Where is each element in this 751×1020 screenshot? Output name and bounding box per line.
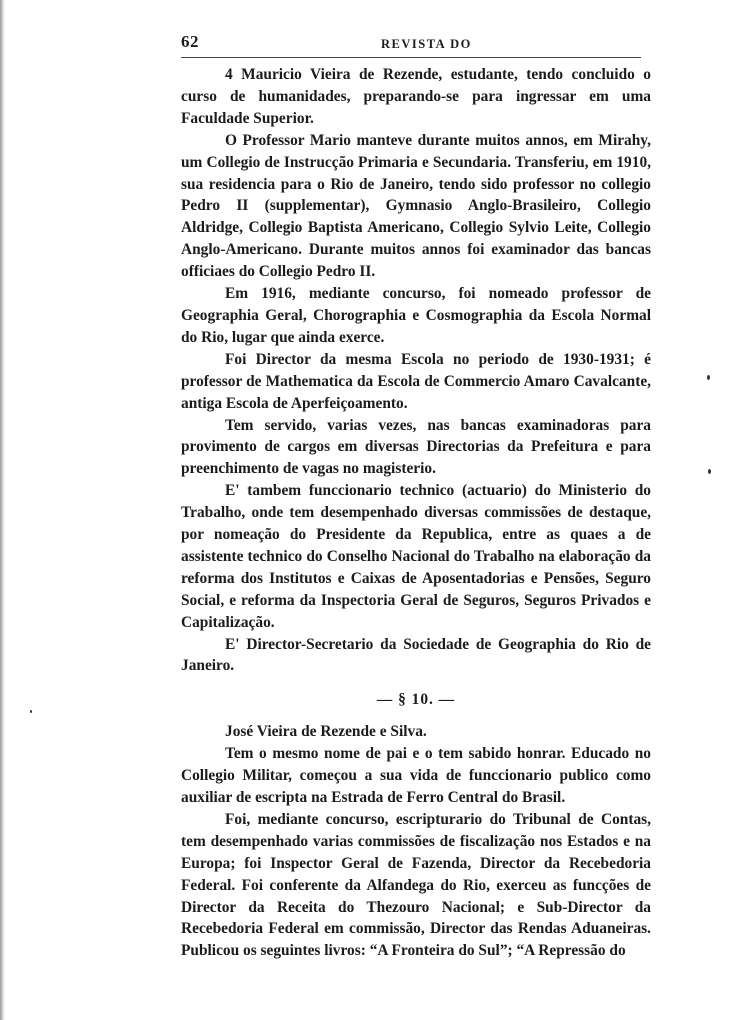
scan-speck [30, 710, 32, 713]
paragraph: Foi Director da mesma Escola no periodo de 1930-1931; é professor de Mathematica da Escola de Commercio Amaro Cavalcante, antiga Escola de Aperfeiçoamento. [181, 350, 651, 412]
header-rule [181, 57, 641, 58]
paragraph: Foi, mediante concurso, escripturario do Tribunal de Contas, tem desempenhado varias commissões de fiscalização nos Estados e na Europa; foi Inspector Geral de Fazenda, Director da Recebedoria Federal. Foi conferente da Alfandega do Rio, exerceu as funcções de Director da Receita do Thezouro Nacional; e Sub-Director da Recebedoria Federal em commissão, Director das Rendas Aduaneiras. Publicou os seguintes livros: “A Fronteira do Sul”; “A Repressão do [181, 810, 651, 960]
person-name-heading: José Vieira de Rezende e Silva. [225, 723, 427, 741]
scan-speck [708, 469, 711, 474]
page-number: 62 [181, 32, 199, 51]
page-binding-edge [0, 0, 5, 1020]
running-title: REVISTA DO [381, 37, 472, 51]
paragraph: O Professor Mario manteve durante muitos annos, em Mirahy, um Collegio de Instrucção Primaria e Secundaria. Transferiu, em 1910, sua residencia para o Rio de Janeiro, tendo sido professor no collegio Pedro II (supplementar), Gymnasio Anglo-Brasileiro, Collegio Aldridge, Collegio Baptista Americano, Collegio Sylvio Leite, Collegio Anglo-Americano. Durante muitos annos foi examinador das bancas officiaes do Collegio Pedro II. [181, 131, 651, 281]
paragraph: Em 1916, mediante concurso, foi nomeado professor de Geographia Geral, Chorographia e Cosmographia da Escola Normal do Rio, lugar que ainda exerce. [181, 285, 651, 346]
paragraph: E' Director-Secretario da Sociedade de Geographia do Rio de Janeiro. [181, 635, 651, 675]
body-text [181, 64, 651, 962]
page-header [181, 28, 651, 58]
paragraph: Tem o mesmo nome de pai e o tem sabido honrar. Educado no Collegio Militar, começou a sua vida de funccionario publico como auxiliar de escripta na Estrada de Ferro Central do Brasil. [181, 745, 651, 806]
paragraph: E' tambem funccionario technico (actuario) do Ministerio do Trabalho, onde tem desempenhado diversas commissões de destaque, por nomeação do Presidente da Republica, entre as quaes a de assistente technico do Conselho Nacional do Trabalho na elaboração da reforma dos Institutos e Caixas de Aposentadorias e Pensões, Seguro Social, e reforma da Inspectoria Geral de Seguros, Seguros Privados e Capitalização. [181, 482, 651, 631]
paragraph: Tem servido, varias vezes, nas bancas examinadoras para provimento de cargos em diversas Directorias da Prefeitura e para preenchimento de vagas no magisterio. [181, 416, 651, 478]
paragraph: 4 Mauricio Vieira de Rezende, estudante, tendo concluido o curso de humanidades, preparando-se para ingressar em uma Faculdade Superior. [181, 66, 651, 127]
scan-speck [707, 375, 710, 380]
section-heading: — § 10. — [376, 691, 456, 709]
